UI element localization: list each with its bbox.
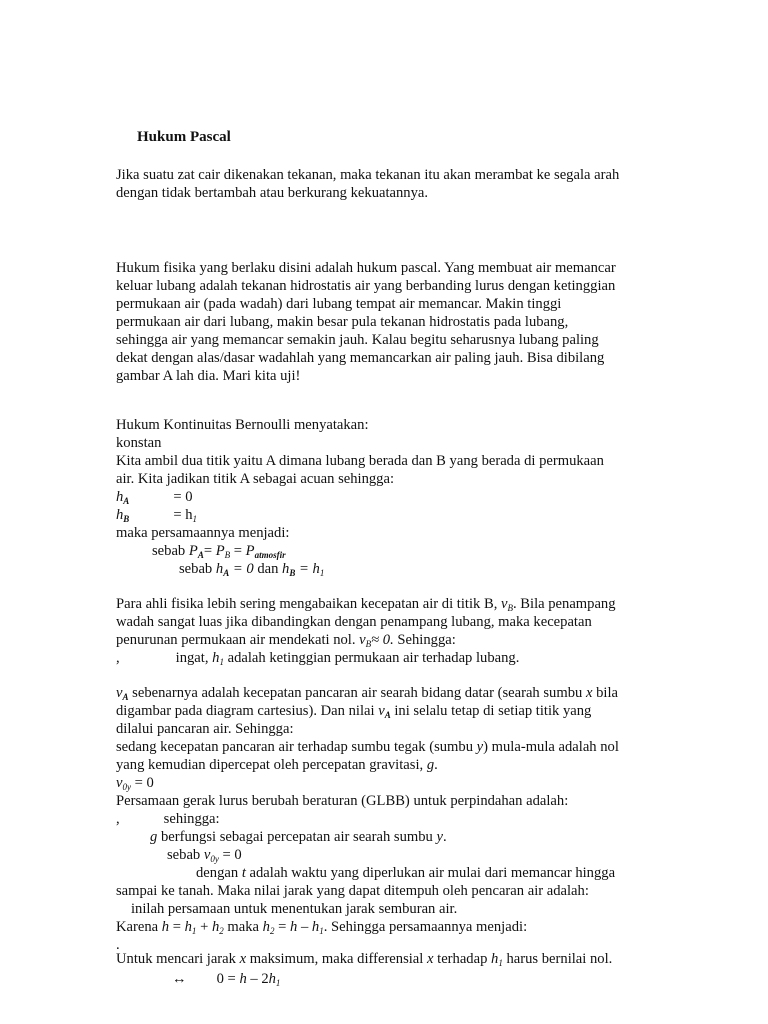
p5-line-16: Untuk mencari jarak x maksimum, maka differensial x terhadap $h_1$ harus bernilai nol. (116, 951, 613, 968)
p2-line-2: keluar lubang adalah tekanan hidrostatis air yang berbanding lurus dengan ketinggian (116, 278, 616, 294)
p3-line-4: air. Kita jadikan titik A sebagai acuan sehingga: (116, 471, 395, 487)
p1-line-1: Jika suatu zat cair dikenakan tekanan, maka tekanan itu akan merambat ke segala arah (116, 167, 620, 183)
p2-line-1: Hukum fisika yang berlaku disini adalah hukum pascal. Yang membuat air memancar (116, 260, 616, 276)
p4-line-4: , ingat, $h_1$ adalah ketinggian permukaan air terhadap lubang. (116, 650, 520, 667)
p5-line-13: inilah persamaan untuk menentukan jarak semburan air. (131, 901, 458, 917)
p4-line-2: wadah sangat luas jika dibandingkan dengan penampang lubang, maka kecepatan (116, 614, 592, 630)
equation-v0y: $v_{0y} = 0$ (116, 775, 154, 792)
p5-line-10: sebab $v_{0y} = 0$ (167, 847, 242, 864)
equation-ha: $h_A = 0$ (116, 489, 193, 506)
p3-line-1: Hukum Kontinuitas Bernoulli menyatakan: (116, 417, 369, 433)
p5-line-12: sampai ke tanah. Maka nilai jarak yang dapat ditempuh oleh pencaran air adalah: (116, 883, 589, 899)
p4-line-3: penurunan permukaan air mendekati nol. $v_B\approx 0$. Sehingga: (116, 632, 456, 649)
p3-line-7: maka persamaannya menjadi: (116, 525, 290, 541)
p5-line-15: . (116, 937, 120, 953)
p3-line-3: Kita ambil dua titik yaitu A dimana lubang berada dan B yang berada di permukaan (116, 453, 604, 469)
p2-line-6: dekat dengan alas/dasar wadahlah yang memancarkan air paling jauh. Bisa dibilang (116, 350, 605, 366)
p5-line-4: sedang kecepatan pancaran air terhadap sumbu tegak (sumbu y) mula-mula adalah nol (116, 739, 619, 755)
p2-line-7: gambar A lah dia. Mari kita uji! (116, 368, 301, 384)
equation-hb: $h_B = h_1$ (116, 507, 197, 524)
p2-line-5: sehingga air yang memancar semakin jauh. Kalau begitu seharusnya lubang paling (116, 332, 599, 348)
sebab-pressure-line: sebab $P_A= P_B = P_{atmosfir}$ (152, 543, 286, 560)
p5-line-3: dilalui pancaran air. Sehingga: (116, 721, 294, 737)
p5-line-1: $v_A$ sebenarnya adalah kecepatan pancaran air searah bidang datar (searah sumbu x bila (116, 685, 618, 702)
p5-line-5: yang kemudian dipercepat oleh percepatan gravitasi, g. (116, 757, 438, 773)
p5-line-14: Karena $h = h_1 + h_2$ maka $h_2 = h - h_1$. Sehingga persamaannya menjadi: (116, 919, 528, 936)
p4-line-1: Para ahli fisika lebih sering mengabaikan kecepatan air di titik B, $v_B$. Bila penampang (116, 596, 616, 613)
p5-line-11: dengan t adalah waktu yang diperlukan air mulai dari memancar hingga (196, 865, 616, 881)
p3-line-2: konstan (116, 435, 162, 451)
p2-line-3: permukaan air (pada wadah) dari lubang tempat air memancar. Makin tinggi (116, 296, 562, 312)
p5-line-8: , sehingga: (116, 811, 220, 827)
p5-line-9: g berfungsi sebagai percepatan air searah sumbu y. (150, 829, 447, 845)
p2-line-4: permukaan air dari lubang, makin besar pula tekanan hidrostatis pada lubang, (116, 314, 569, 330)
page-title: Hukum Pascal (137, 129, 231, 145)
p5-line-7: Persamaan gerak lurus berubah beraturan (GLBB) untuk perpindahan adalah: (116, 793, 569, 809)
p5-line-17: ↔ $0 = h - 2h_1$ (172, 971, 281, 988)
p5-line-2: digambar pada diagram cartesius). Dan nilai $v_A$ ini selalu tetap di setiap titik yang (116, 703, 592, 720)
p1-line-2: dengan tidak bertambah atau berkurang kekuatannya. (116, 185, 429, 201)
sebab-height-line: sebab $h_A = 0$ dan $h_B = h_1$ (179, 561, 325, 578)
